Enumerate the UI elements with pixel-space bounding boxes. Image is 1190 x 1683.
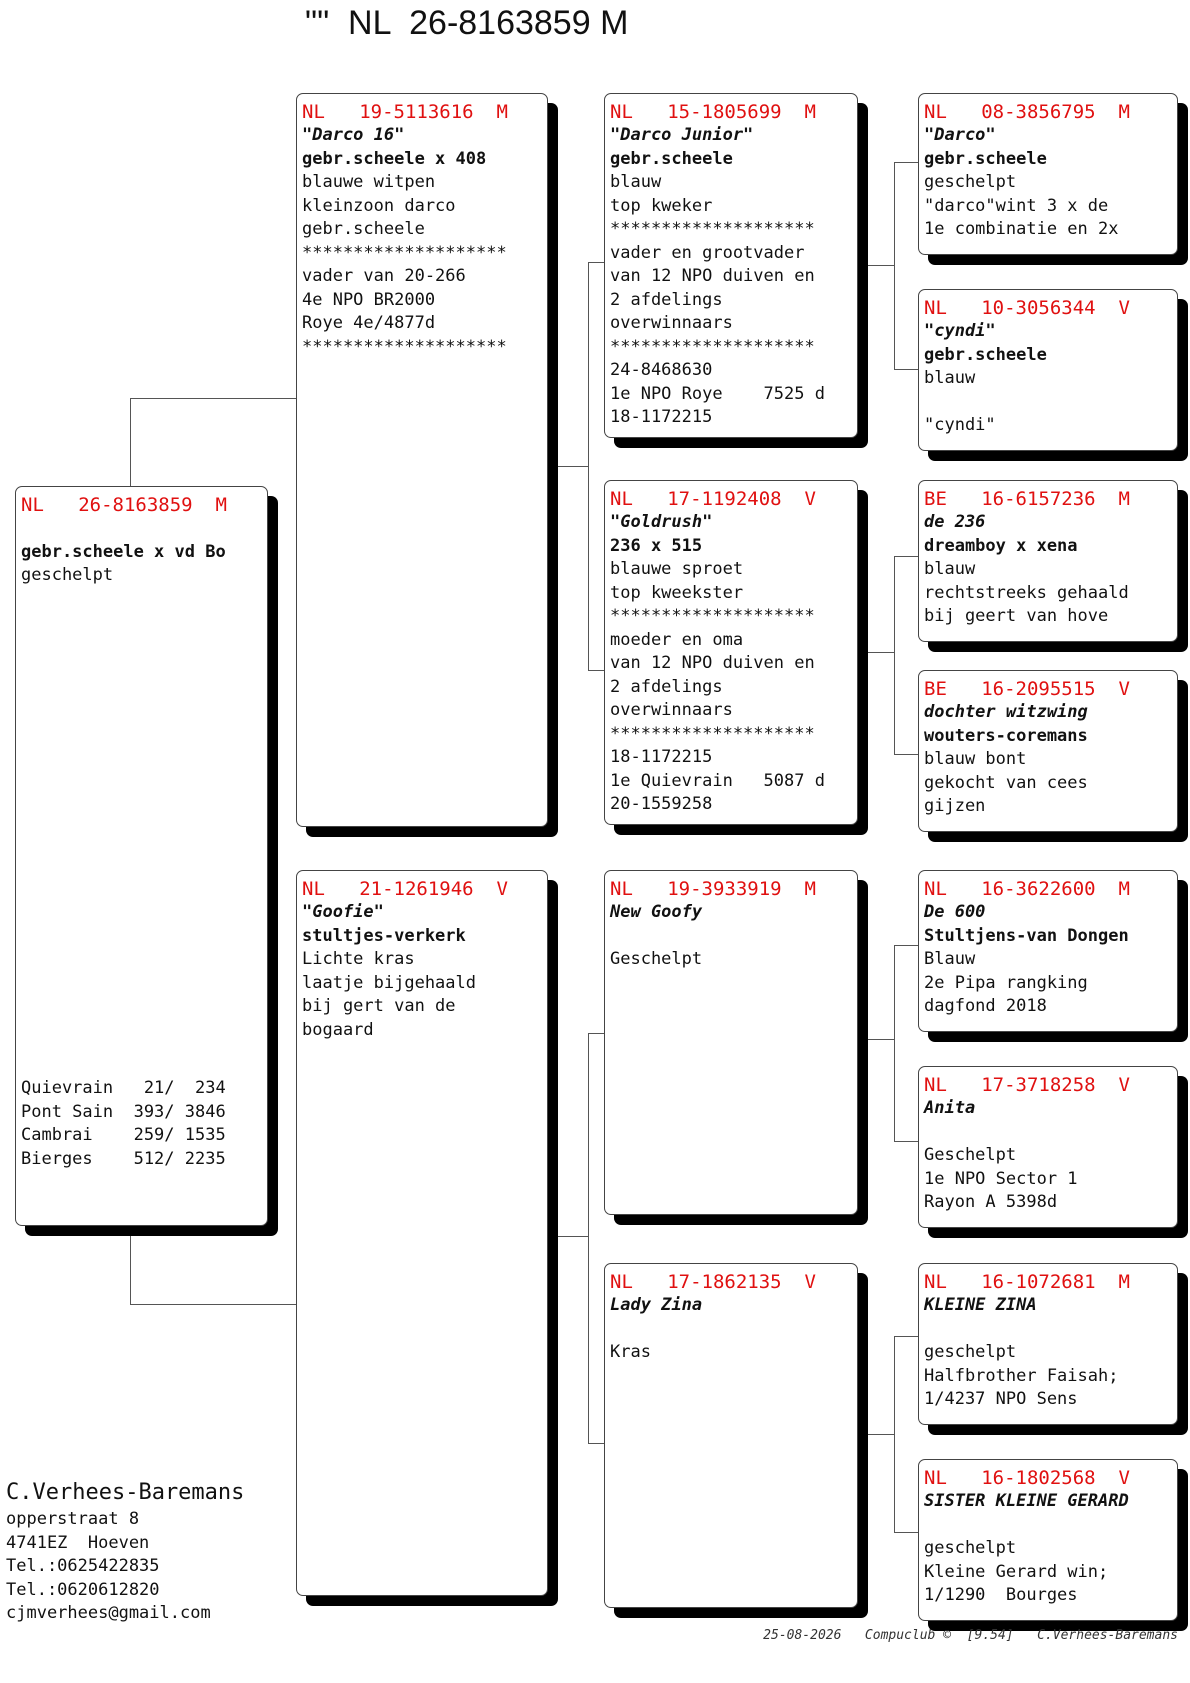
info-line: blauw (924, 559, 976, 579)
connector (894, 1532, 918, 1533)
info-line: ******************** (610, 336, 815, 357)
pigeon-name: "Goldrush" (610, 512, 713, 532)
info-line: blauwe witpen (302, 172, 436, 192)
info-line: laatje bijgehaald (302, 972, 476, 993)
info-line: vader en grootvader (610, 242, 805, 263)
info-line: ******************** (302, 336, 507, 357)
connector (130, 398, 131, 486)
info-line: geschelpt (21, 565, 114, 585)
info-line: Rayon A 5398d (924, 1192, 1058, 1212)
info-line: vader van 20-266 (302, 266, 466, 286)
info-line: ******************** (610, 723, 815, 744)
connector (558, 1236, 588, 1237)
ring-number: NL 17-1862135 V (610, 1271, 816, 1293)
info-line: 2e Pipa rangking (924, 972, 1088, 993)
ring-number: NL 08-3856795 M (924, 101, 1130, 123)
ring-number: NL 16-1802568 V (924, 1467, 1130, 1489)
info-line: dreamboy x xena (924, 535, 1078, 556)
info-line: Lichte kras (302, 949, 415, 969)
ring-number: BE 16-2095515 V (924, 678, 1130, 700)
info-line: 18-1172215 (610, 747, 713, 767)
ring-number: NL 26-8163859 M (21, 494, 227, 516)
pigeon-card-sdd[interactable] (918, 670, 1178, 832)
connector (588, 1443, 604, 1444)
info-line: 18-1172215 (610, 407, 713, 427)
info-line: gijzen (924, 796, 986, 816)
info-line: ******************** (610, 606, 815, 626)
connector (894, 369, 918, 370)
info-line: dagfond 2018 (924, 996, 1047, 1016)
pigeon-name: "Goofie" (302, 902, 384, 922)
info-line (21, 517, 262, 541)
ring-number: NL 19-5113616 M (302, 101, 508, 123)
owner-phone: Tel.:0625422835 (6, 1556, 160, 1576)
info-line: bogaard (302, 1019, 374, 1040)
info-line: 1e NPO Sector 1 (924, 1168, 1078, 1189)
ring-number: NL 16-3622600 M (924, 878, 1130, 900)
pigeon-card-dam-sire[interactable] (604, 870, 858, 1215)
result-line: Bierges 512/ 2235 (21, 1148, 226, 1169)
info-line: "cyndi" (924, 415, 996, 435)
info-line (924, 391, 1172, 415)
info-line: blauwe sproet (610, 559, 744, 579)
pigeon-name: Anita (924, 1098, 976, 1118)
connector (868, 1434, 894, 1435)
pigeon-name: Lady Zina (610, 1295, 703, 1315)
info-line (610, 1318, 852, 1342)
result-line: Cambrai 259/ 1535 (21, 1125, 226, 1145)
pigeon-card-sire-sire[interactable] (604, 93, 858, 438)
info-line: geschelpt (924, 1538, 1017, 1558)
pigeon-name: New Goofy (610, 902, 703, 922)
info-line: ******************** (302, 242, 507, 263)
info-line (924, 1121, 1172, 1145)
info-line: ******************** (610, 219, 815, 239)
ring-number: NL 21-1261946 V (302, 878, 508, 900)
result-line: Quievrain 21/ 234 (21, 1078, 226, 1098)
info-line: rechtstreeks gehaald (924, 582, 1129, 603)
info-line: "darco"wint 3 x de (924, 195, 1109, 216)
info-line: Halfbrother Faisah; (924, 1365, 1119, 1386)
info-line: Blauw (924, 949, 976, 969)
pigeon-card-sss[interactable] (918, 93, 1178, 255)
info-line: top kweekster (610, 582, 744, 603)
info-line (924, 1318, 1172, 1342)
ring-number: NL 10-3056344 V (924, 297, 1130, 319)
info-line: overwinnaars (610, 700, 733, 720)
info-line: bij gert van de (302, 996, 456, 1016)
info-line: 2 afdelings (610, 676, 723, 697)
pigeon-name: SISTER KLEINE GERARD (924, 1491, 1129, 1511)
pigeon-name: "Darco" (924, 125, 996, 145)
info-line: 2 afdelings (610, 289, 723, 310)
owner-name: C.Verhees-Baremans (6, 1480, 245, 1505)
footer-credit: 25-08-2026 Compuclub © [9.54] C.Verhees-Baremans (763, 1628, 1178, 1643)
pigeon-card-sds[interactable] (918, 480, 1178, 642)
ring-number: NL 17-1192408 V (610, 488, 816, 510)
info-line (924, 1514, 1172, 1538)
connector (894, 754, 918, 755)
info-line: gebr.scheele (610, 148, 733, 169)
info-line: gebr.scheele (924, 344, 1047, 365)
info-line: gebr.scheele (924, 148, 1047, 169)
pigeon-name: "Darco 16" (302, 125, 405, 145)
info-line: geschelpt (924, 172, 1017, 192)
pigeon-card-dss[interactable] (918, 870, 1178, 1032)
ring-number: NL 19-3933919 M (610, 878, 816, 900)
connector (894, 945, 895, 1141)
info-line: gebr.scheele (302, 219, 425, 239)
pigeon-card-dds[interactable] (918, 1263, 1178, 1425)
info-line: Kras (610, 1342, 651, 1362)
info-line: geschelpt (924, 1342, 1017, 1362)
pigeon-name: de 236 (924, 512, 986, 532)
info-line: van 12 NPO duiven en (610, 653, 815, 673)
info-line: Geschelpt (924, 1145, 1017, 1165)
page-title: "" NL 26-8163859 M (305, 4, 629, 42)
info-line: moeder en oma (610, 629, 744, 650)
pigeon-card-ssd[interactable] (918, 289, 1178, 451)
pigeon-name: "Darco Junior" (610, 125, 754, 145)
info-line: bij geert van hove (924, 606, 1109, 626)
info-line: 236 x 515 (610, 535, 703, 556)
info-line (610, 925, 852, 949)
info-line: blauw bont (924, 749, 1027, 769)
info-line: 4e NPO BR2000 (302, 289, 436, 310)
pigeon-name: dochter witzwing (924, 702, 1088, 722)
info-line: 1/1290 Bourges (924, 1585, 1078, 1605)
connector (868, 652, 894, 653)
info-line: stultjes-verkerk (302, 925, 466, 946)
info-line: Roye 4e/4877d (302, 313, 436, 333)
connector (894, 162, 895, 369)
pigeon-name: "cyndi" (924, 321, 996, 341)
connector (894, 945, 918, 946)
pigeon-card-dam[interactable] (296, 870, 548, 1596)
pigeon-card-sire-dam[interactable] (604, 480, 858, 825)
connector (130, 398, 296, 399)
info-line: gekocht van cees (924, 772, 1088, 793)
info-line: 1e Quievrain 5087 d (610, 770, 825, 791)
info-line: gebr.scheele x vd Bo (21, 541, 226, 562)
ring-number: NL 17-3718258 V (924, 1074, 1130, 1096)
pigeon-card-dam-dam[interactable] (604, 1263, 858, 1608)
owner-postcode: 4741EZ Hoeven (6, 1532, 150, 1553)
result-line: Pont Sain 393/ 3846 (21, 1101, 226, 1122)
connector (588, 670, 604, 671)
info-line: Geschelpt (610, 949, 703, 969)
owner-email[interactable]: cjmverhees@gmail.com (6, 1603, 211, 1623)
pigeon-card-ddd[interactable] (918, 1459, 1178, 1621)
info-line: top kweker (610, 195, 713, 216)
connector (894, 556, 918, 557)
connector (130, 1304, 296, 1305)
info-line: van 12 NPO duiven en (610, 266, 815, 286)
pigeon-card-sire[interactable] (296, 93, 548, 827)
ring-number: NL 15-1805699 M (610, 101, 816, 123)
connector (130, 1226, 131, 1304)
connector (588, 1033, 604, 1034)
connector (588, 1033, 589, 1443)
connector (588, 262, 604, 263)
info-line: Kleine Gerard win; (924, 1561, 1109, 1582)
ring-number: NL 16-1072681 M (924, 1271, 1130, 1293)
info-line: overwinnaars (610, 313, 733, 333)
connector (894, 162, 918, 163)
connector (894, 1336, 918, 1337)
connector (868, 1039, 894, 1040)
results-list (21, 1077, 226, 1171)
info-line: kleinzoon darco (302, 195, 456, 216)
connector (894, 1141, 918, 1142)
pigeon-name: De 600 (924, 902, 986, 922)
info-line: 1e combinatie en 2x (924, 219, 1119, 239)
info-line: wouters-coremans (924, 725, 1088, 746)
info-line: gebr.scheele x 408 (302, 148, 487, 169)
info-line: 20-1559258 (610, 794, 713, 814)
pigeon-name: KLEINE ZINA (924, 1295, 1037, 1315)
owner-phone: Tel.:0620612820 (6, 1579, 160, 1600)
owner-address: opperstraat 8 (6, 1509, 140, 1529)
info-line: blauw (610, 172, 662, 192)
info-line: Stultjens-van Dongen (924, 925, 1129, 946)
connector (868, 265, 894, 266)
pigeon-card-subject[interactable] (15, 486, 268, 1226)
info-line: 1e NPO Roye 7525 d (610, 383, 825, 404)
info-line: 1/4237 NPO Sens (924, 1389, 1078, 1409)
connector (894, 1336, 895, 1532)
owner-block (6, 1478, 244, 1626)
info-line: 24-8468630 (610, 360, 713, 380)
connector (588, 262, 589, 670)
ring-number: BE 16-6157236 M (924, 488, 1130, 510)
info-line: blauw (924, 368, 976, 388)
pigeon-card-dsd[interactable] (918, 1066, 1178, 1228)
connector (558, 466, 588, 467)
connector (894, 556, 895, 754)
